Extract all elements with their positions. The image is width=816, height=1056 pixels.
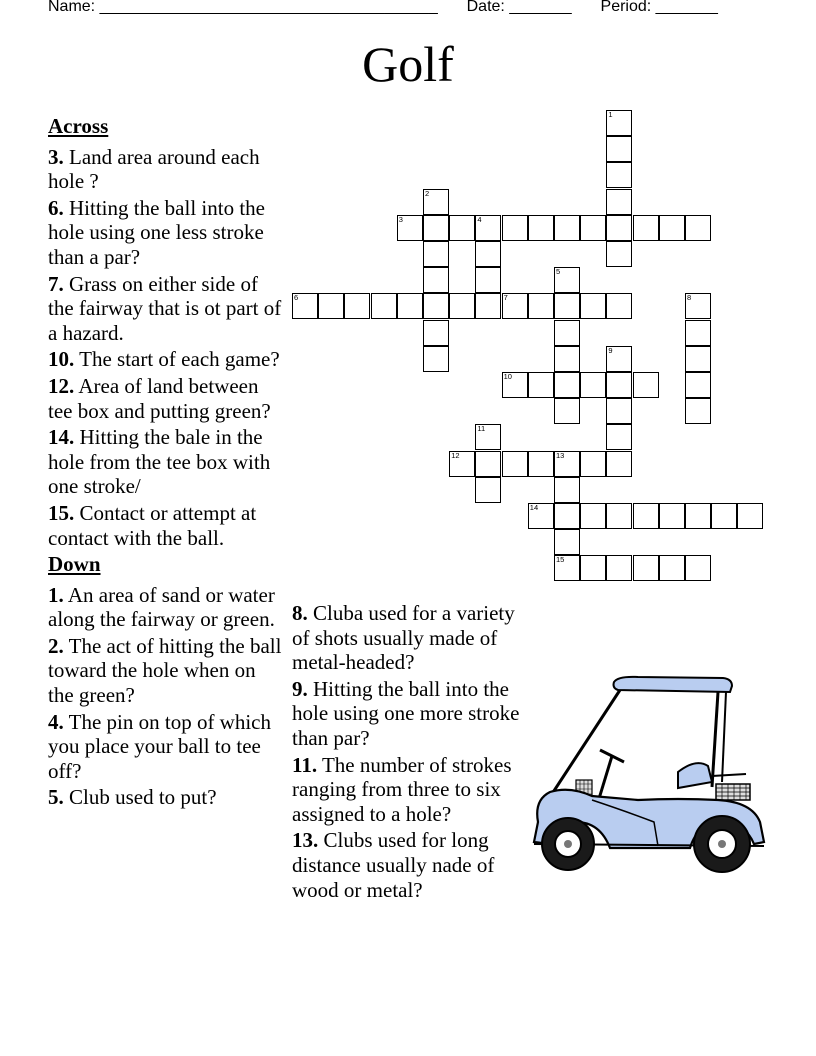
clue-text: The act of hitting the ball toward the hole when on the green? [48,633,282,708]
grid-cell[interactable] [502,215,528,241]
grid-cell[interactable] [685,503,711,529]
grid-cell[interactable] [606,346,632,372]
grid-cell[interactable] [502,451,528,477]
grid-cell[interactable] [685,320,711,346]
grid-cell[interactable] [606,424,632,450]
grid-cell[interactable] [606,293,632,319]
across-heading: Across [48,114,109,138]
clues-left-column [48,114,284,812]
grid-cell[interactable] [659,503,685,529]
grid-cell[interactable] [554,293,580,319]
cell-number: 7 [503,293,508,303]
down-clue-4 [48,710,284,784]
grid-cell[interactable] [475,451,501,477]
grid-cell[interactable] [580,293,606,319]
across-clue-15 [48,501,284,550]
cell-number: 15 [556,555,565,565]
grid-cell[interactable] [554,267,580,293]
clue-number: 11. [292,752,318,777]
clue-number: 15. [48,500,75,525]
grid-cell[interactable] [554,215,580,241]
clue-number: 13. [292,828,319,853]
across-clue-14 [48,425,284,499]
cell-number: 10 [503,372,512,381]
clue-text: The pin on top of which you place your ball to tee off? [48,709,272,783]
grid-cell[interactable] [528,451,554,477]
grid-cell[interactable] [606,215,632,241]
grid-cell[interactable] [475,477,501,503]
cell-number: 5 [556,267,561,277]
clue-number: 9. [292,676,308,701]
cell-number: 3 [398,214,403,224]
grid-cell[interactable] [423,320,449,346]
grid-cell[interactable] [344,293,370,319]
clue-text: Grass on either side of the fairway that is ot part of a hazard. [48,271,282,345]
grid-cell[interactable] [633,215,659,241]
grid-cell[interactable] [606,451,632,477]
cell-number: 12 [451,450,460,460]
grid-cell[interactable] [685,555,711,581]
clue-number: 10. [48,347,75,372]
grid-cell[interactable] [606,162,632,188]
grid-cell[interactable] [449,293,475,319]
grid-cell[interactable] [685,293,711,319]
clue-text: Cluba used for a variety of shots usually made of metal-headed? [292,601,515,675]
grid-cell[interactable] [397,293,423,319]
grid-cell[interactable] [554,346,580,372]
clue-number: 6. [48,195,64,220]
clue-text: Hitting the bale in the hole from the tee box with one stroke/ [48,425,271,499]
grid-cell[interactable] [606,189,632,215]
cell-number: 13 [556,450,565,460]
grid-cell[interactable] [659,215,685,241]
grid-cell[interactable] [554,555,580,581]
grid-cell[interactable] [502,372,528,398]
clue-number: 8. [292,601,308,625]
grid-cell[interactable] [633,372,659,398]
grid-cell[interactable] [633,555,659,581]
clue-text: Contact or attempt at contact with the ball. [48,500,257,550]
grid-cell[interactable] [528,503,554,529]
grid-cell[interactable] [423,189,449,215]
cell-number: 9 [608,345,613,355]
grid-cell[interactable] [528,293,554,319]
name-field-label[interactable]: Name: ______________________________________ [48,0,438,15]
grid-cell[interactable] [606,503,632,529]
grid-cell[interactable] [554,529,580,555]
grid-cell[interactable] [554,320,580,346]
grid-cell[interactable] [711,503,737,529]
down-clue-13 [292,828,528,902]
grid-cell[interactable] [475,267,501,293]
grid-cell[interactable] [580,215,606,241]
clue-number: 12. [48,373,75,398]
grid-cell[interactable] [580,372,606,398]
across-clue-7 [48,272,284,346]
clue-text: Area of land between tee box and putting green? [48,373,271,423]
down-heading: Down [48,552,101,577]
down-clue-11 [292,753,528,827]
grid-cell[interactable] [475,241,501,267]
across-clue-12 [48,374,284,423]
grid-cell[interactable] [423,241,449,267]
period-field-label[interactable]: Period: _______ [600,0,718,15]
golf-cart-icon [528,672,770,874]
grid-cell[interactable] [423,215,449,241]
date-field-label[interactable]: Date: _______ [466,0,572,15]
across-clue-10 [48,347,284,372]
grid-cell[interactable] [554,477,580,503]
clue-text: Hitting the ball into the hole using one less stroke than a par? [48,195,265,269]
grid-cell[interactable] [606,555,632,581]
grid-cell[interactable] [606,110,632,136]
clue-number: 1. [48,582,64,607]
clue-text: The number of strokes ranging from three to six assigned to a hole? [292,752,512,826]
grid-cell[interactable] [475,215,501,241]
grid-cell[interactable] [580,503,606,529]
clue-text: Club used to put? [69,785,217,810]
cell-number: 1 [608,110,613,119]
grid-cell[interactable] [606,398,632,424]
grid-cell[interactable] [685,346,711,372]
down-clue-2 [48,634,284,708]
page-title: Golf [362,36,454,92]
grid-cell[interactable] [528,372,554,398]
grid-cell[interactable] [554,372,580,398]
grid-cell[interactable] [423,346,449,372]
cell-number: 11 [477,424,486,434]
clue-text: An area of sand or water along the fairway or green. [48,582,275,632]
grid-cell[interactable] [318,293,344,319]
clue-text: Land area around each hole ? [48,144,260,194]
down-clue-5 [48,785,284,810]
down-clue-1 [48,583,284,632]
clue-number: 7. [48,271,64,296]
grid-cell[interactable] [554,398,580,424]
grid-cell[interactable] [423,267,449,293]
clues-right-column [292,601,528,904]
grid-cell[interactable] [423,293,449,319]
grid-cell[interactable] [659,555,685,581]
grid-cell[interactable] [502,293,528,319]
clue-number: 4. [48,709,64,734]
grid-cell[interactable] [737,503,763,529]
clue-text: Hitting the ball into the hole using one more stroke than par? [292,676,520,750]
clue-text: Clubs used for long distance usually nade of wood or metal? [292,828,495,902]
grid-cell[interactable] [475,424,501,450]
clue-number: 3. [48,144,64,169]
cell-number: 2 [425,188,430,198]
grid-cell[interactable] [580,451,606,477]
cell-number: 6 [294,293,299,303]
cell-number: 14 [529,503,539,512]
clue-number: 2. [48,633,64,658]
grid-cell[interactable] [606,372,632,398]
cell-number: 4 [477,214,482,224]
grid-cell[interactable] [475,293,501,319]
grid-cell[interactable] [449,215,475,241]
clue-number: 5. [48,785,64,810]
grid-cell[interactable] [292,293,318,319]
across-clue-6 [48,196,284,270]
grid-cell[interactable] [580,555,606,581]
grid-cell[interactable] [449,451,475,477]
across-clue-3 [48,145,284,194]
clue-text: The start of each game? [79,347,280,372]
grid-cell[interactable] [554,451,580,477]
grid-cell[interactable] [685,372,711,398]
grid-cell[interactable] [606,136,632,162]
grid-cell[interactable] [397,215,423,241]
grid-cell[interactable] [371,293,397,319]
grid-cell[interactable] [528,215,554,241]
grid-cell[interactable] [606,241,632,267]
grid-cell[interactable] [554,503,580,529]
clue-number: 14. [48,425,75,450]
header-fields [48,0,718,16]
cell-number: 8 [687,293,692,303]
down-clue-8 [292,601,528,675]
down-clue-9 [292,677,528,751]
grid-cell[interactable] [633,503,659,529]
grid-cell[interactable] [685,398,711,424]
grid-cell[interactable] [685,215,711,241]
